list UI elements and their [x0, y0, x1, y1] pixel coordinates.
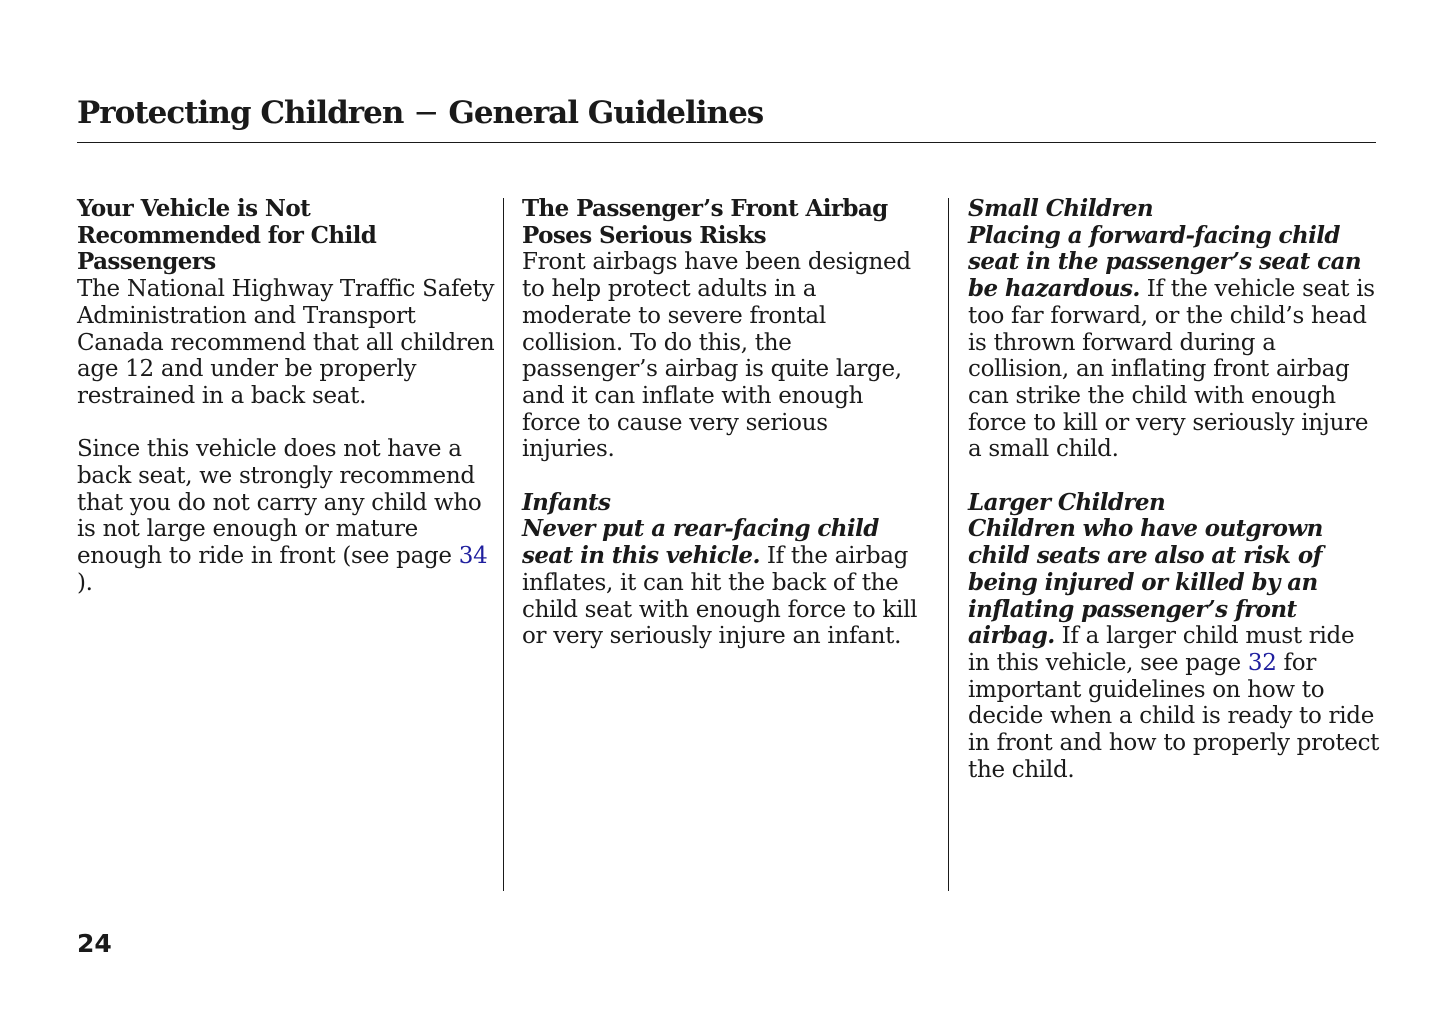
body-paragraph	[968, 516, 1380, 783]
column-divider	[503, 198, 504, 891]
body-paragraph	[522, 516, 927, 650]
body-paragraph: The National Highway Traffic Safety Administration and Transport Canada recommend that all children age 12 and under be properly restrained in a back seat.	[77, 276, 495, 409]
column-vehicle-not-recommended	[77, 196, 497, 597]
body-paragraph: Front airbags have been designed to help protect adults in a moderate to severe frontal collision. To do this, the passenger’s airbag is quite large, and it can inflate with enough force to cause very serious injuries.	[522, 249, 911, 463]
body-paragraph	[968, 223, 1380, 463]
title-sub: General Guidelines	[448, 95, 764, 131]
warning-text: Children who have outgrown child seats are also at risk of being injured or killed by an inflating passenger’s front airbag.	[968, 515, 1323, 650]
title-main: Protecting Children	[77, 95, 404, 131]
paragraph-text: If the airbag inflates, it can hit the back of the child seat with enough force to kill or very seriously injure an infant.	[522, 543, 918, 650]
subsection-heading: Infants	[522, 488, 611, 516]
page-reference-link[interactable]: 34	[458, 543, 488, 570]
body-paragraph	[77, 436, 497, 596]
warning-text: Placing a forward-facing child seat in the passenger’s seat can be hazardous.	[968, 221, 1361, 303]
section-heading: The Passenger’s Front Airbag Poses Serious Risks	[522, 195, 888, 249]
paragraph-text: If a larger child must ride in this vehicle, see page	[968, 623, 1355, 676]
paragraph-text: for important guidelines on how to decide when a child is ready to ride in front and how to properly protect the child.	[968, 649, 1380, 783]
warning-text: Never put a rear-facing child seat in this vehicle.	[522, 515, 879, 570]
column-children	[968, 196, 1380, 783]
title-separator: −	[413, 95, 439, 131]
paragraph-text: ).	[77, 569, 93, 596]
column-divider	[948, 198, 949, 891]
page-title	[77, 92, 763, 134]
subsection-heading: Small Children	[968, 195, 1153, 222]
column-passenger-airbag	[522, 196, 927, 650]
title-rule	[77, 142, 1376, 143]
paragraph-text: If the vehicle seat is too far forward, or the child’s head is thrown forward during a collision, an inflating front airbag can strike the child with enough force to kill or very seriously injure a small child.	[968, 276, 1375, 463]
page-number: 24	[77, 929, 112, 958]
paragraph-text: Since this vehicle does not have a back seat, we strongly recommend that you do not carry any child who is not large enough or mature enough to ride in front (see page	[77, 436, 482, 570]
page-reference-link[interactable]: 32	[1247, 649, 1277, 676]
subsection-heading: Larger Children	[968, 488, 1166, 516]
section-heading: Your Vehicle is Not Recommended for Child Passengers	[77, 195, 377, 276]
